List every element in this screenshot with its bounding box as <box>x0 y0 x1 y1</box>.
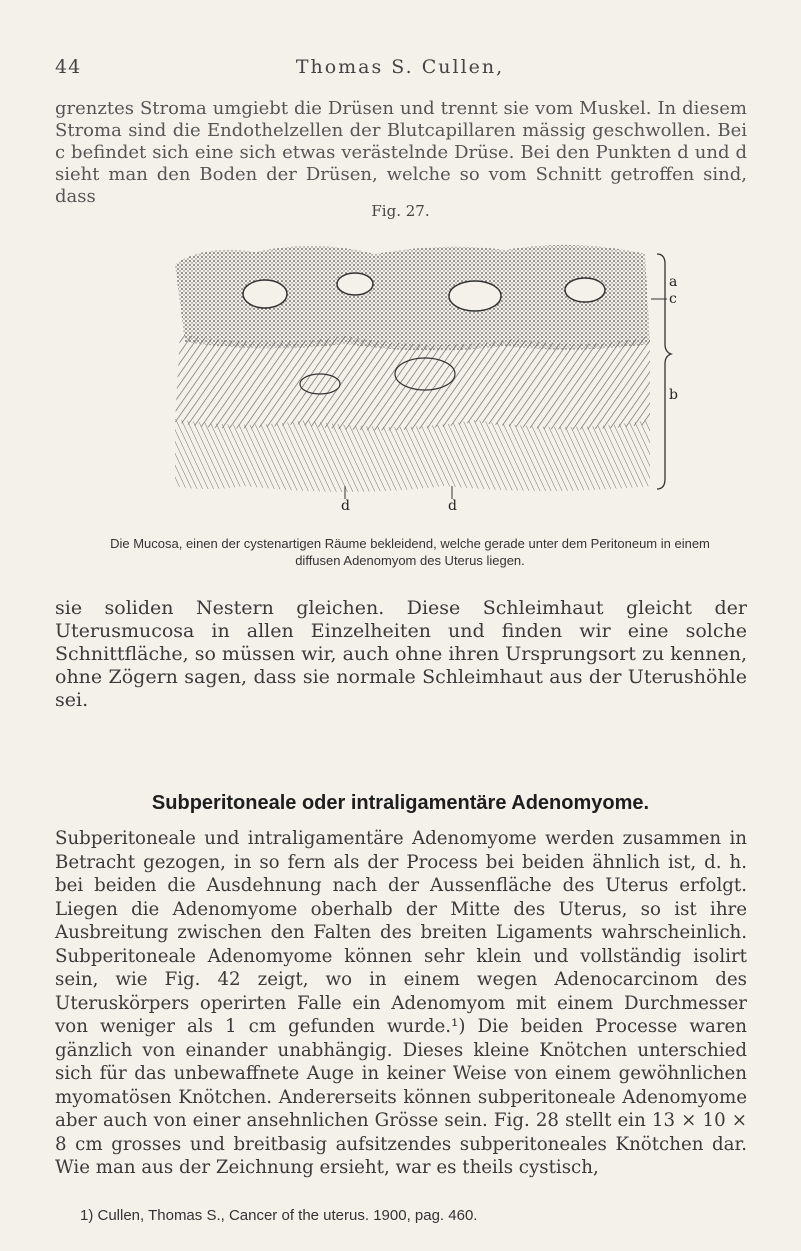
page-number: 44 <box>55 56 82 78</box>
figure-label: Fig. 27. <box>371 202 430 220</box>
figure-marker-a: a <box>669 274 678 290</box>
figure-marker-d: d <box>341 498 350 514</box>
figure-marker-d: d <box>448 498 457 514</box>
tissue-lower-layer <box>175 419 650 492</box>
cystic-space <box>337 273 373 295</box>
histology-figure <box>145 224 690 524</box>
cystic-space <box>449 281 501 311</box>
figure-marker-c: c <box>669 291 677 307</box>
tissue-middle-layer <box>175 334 650 431</box>
paragraph-middle: sie soliden Nestern gleichen. Diese Schleimhaut gleicht der Uterusmucosa in allen Einzelheiten und finden wir eine solche Schnittfläche, so müssen wir, auch ohne ihren Ursprungsort zu kennen, ohne Zögern sagen, dass sie normale Schleimhaut aus der Uterushöhle sei. <box>55 597 747 711</box>
page-header <box>55 56 745 82</box>
figure-marker-b: b <box>669 387 678 403</box>
paragraph-top: grenztes Stroma umgiebt die Drüsen und trennt sie vom Muskel. In diesem Stroma sind die Endothelzellen der Blutcapillaren mässig geschwollen. Bei c befindet sich eine sich etwas verästelnde Drüse. Bei den Punkten d und d sieht man den Boden der Drüsen, welche so vom Schnitt getroffen sind, dass <box>55 98 747 207</box>
figure-caption: Die Mucosa, einen der cystenartigen Räume bekleidend, welche gerade unter dem Peritoneum in einem diffusen Adenomyom des Uterus liegen. <box>110 536 710 568</box>
section-title: Subperitoneale oder intraligamentäre Adenomyome. <box>151 792 650 814</box>
footnote: 1) Cullen, Thomas S., Cancer of the uterus. 1900, pag. 460. <box>80 1207 478 1224</box>
running-title: Thomas S. Cullen, <box>295 56 505 78</box>
paragraph-section-body: Subperitoneale und intraligamentäre Adenomyome werden zusammen in Betracht gezogen, in so fern als der Process bei beiden ähnlich ist, d. h. bei beiden die Ausdehnung nach der Aussenfläche des Uterus erfolgt. Liegen die Adenomyome oberhalb der Mitte des Uterus, so ist ihre Ausbreitung zwischen den Falten des breiten Ligaments wahrscheinlich. Subperitoneale Adenomyome können sehr klein und vollständig isolirt sein, wie Fig. 42 zeigt, wo in einem wegen Adenocarcinom des Uteruskörpers operirten Falle ein Adenomyom mit einem Durchmesser von weniger als 1 cm gefunden wurde.¹) Die beiden Processe waren gänzlich von einander unabhängig. Dieses kleine Knötchen unterschied sich für das unbewaffnete Auge in keiner Weise von einem gewöhnlichen myomatösen Knötchen. Andererseits können subperitoneale Adenomyome aber auch von einer ansehnlichen Grösse sein. Fig. 28 stellt ein 13 × 10 × 8 cm grosses und breitbasig aufsitzendes subperitoneales Knötchen dar. Wie man aus der Zeichnung ersieht, war es theils cystisch, <box>55 828 747 1178</box>
cystic-space <box>565 278 605 302</box>
cystic-space <box>243 280 287 308</box>
